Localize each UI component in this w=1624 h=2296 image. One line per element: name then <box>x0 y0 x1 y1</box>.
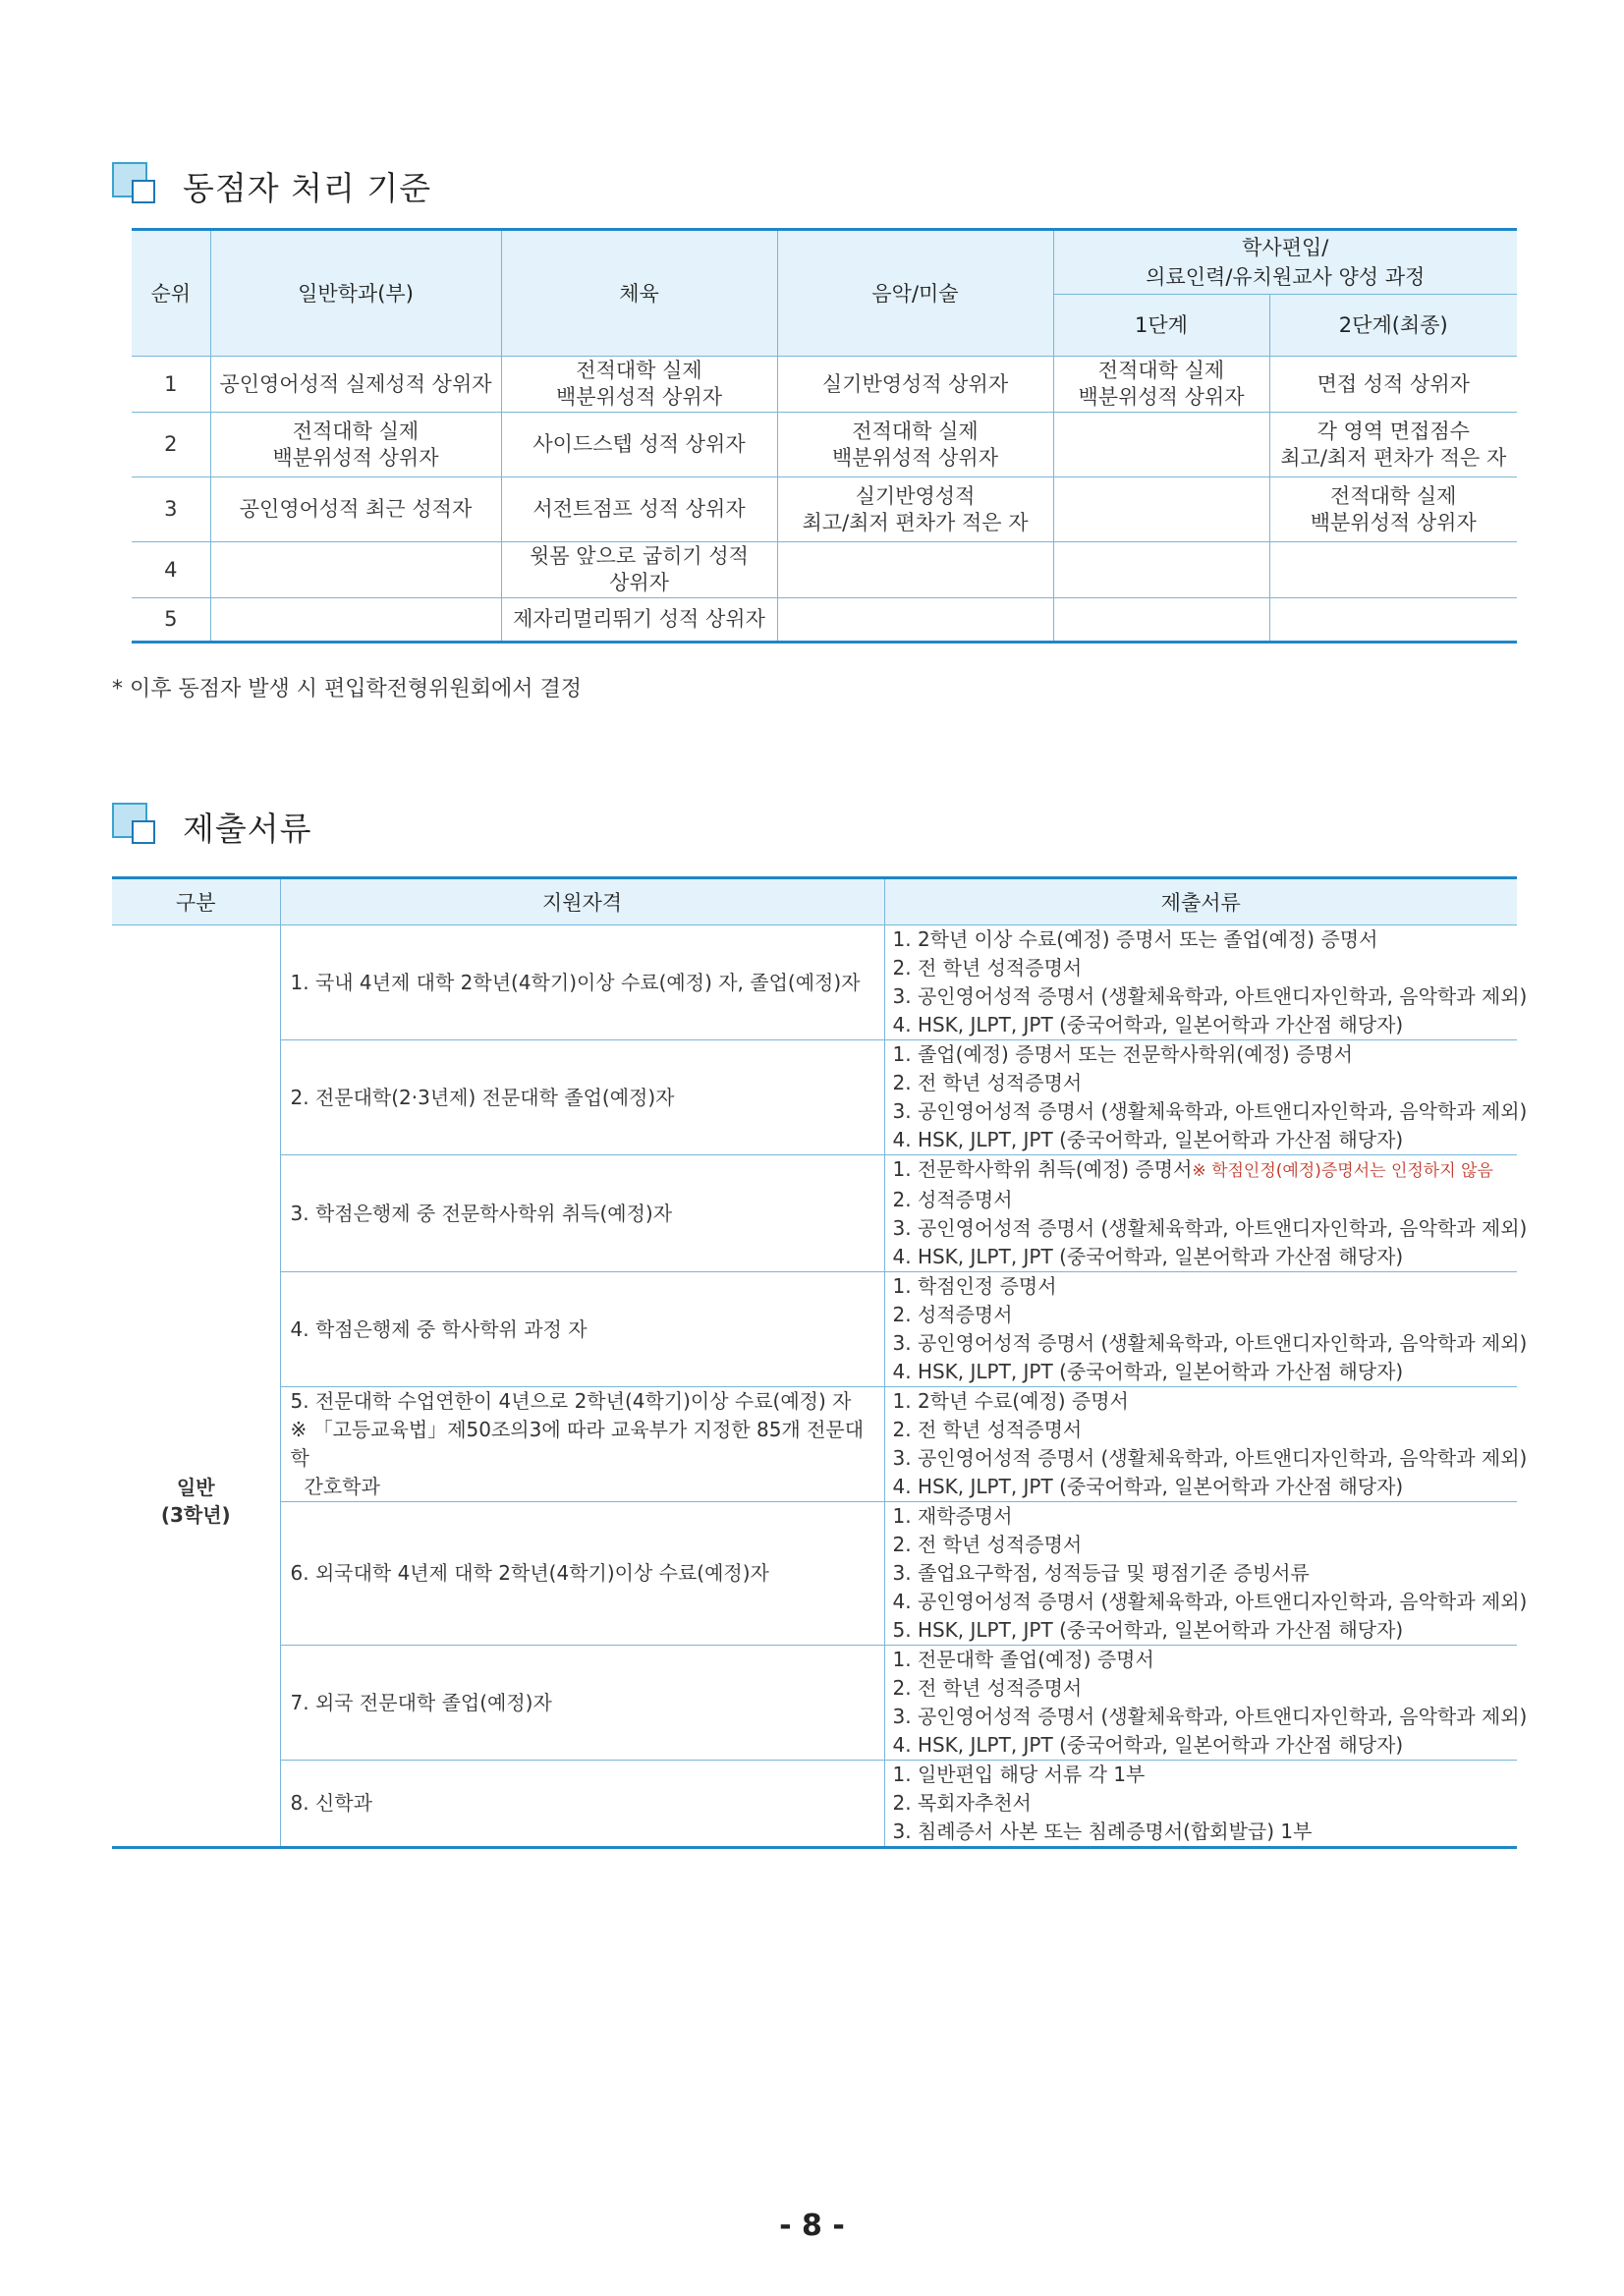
header-general: 일반학과(부) <box>210 230 501 357</box>
tie-cell-music-art <box>777 542 1053 598</box>
header-qualification: 지원자격 <box>280 878 884 925</box>
tie-cell-sports: 사이드스텝 성적 상위자 <box>501 413 777 477</box>
section-square-icon <box>112 803 161 850</box>
tie-cell-sports: 윗몸 앞으로 굽히기 성적 상위자 <box>501 542 777 598</box>
page-number: - 8 - <box>779 2209 845 2243</box>
tie-cell-general <box>210 542 501 598</box>
qualification-cell: 4. 학점은행제 중 학사학위 과정 자 <box>280 1272 884 1387</box>
tie-cell-sports: 전적대학 실제 백분위성적 상위자 <box>501 357 777 413</box>
docs-row <box>112 1040 1517 1155</box>
not-accepted-note: ※ 학점인정(예정)증명서는 인정하지 않음 <box>1192 1161 1493 1181</box>
documents-cell: 1. 졸업(예정) 증명서 또는 전문학사학위(예정) 증명서 2. 전 학년 성적증명서 3. 공인영어성적 증명서 (생활체육학과, 아트앤디자인학과, 음악학과 제외) 4. HSK, JLPT, JPT (중국어학과, 일본어학과 가산점 해당자) <box>884 1040 1517 1155</box>
docs-row <box>112 1155 1517 1272</box>
tie-cell-sports: 제자리멀리뛰기 성적 상위자 <box>501 598 777 643</box>
documents-cell: 1. 일반편입 해당 서류 각 1부 2. 목회자추천서 3. 침례증서 사본 또는 침례증명서(합회발급) 1부 <box>884 1761 1517 1848</box>
tie-cell-music-art <box>777 598 1053 643</box>
tie-cell-stage1 <box>1053 598 1269 643</box>
tie-cell-stage2: 각 영역 면접점수 최고/최저 편차가 적은 자 <box>1269 413 1517 477</box>
header-rank: 순위 <box>132 230 210 357</box>
tie-rank-cell: 1 <box>132 357 210 413</box>
tie-section-title: 동점자 처리 기준 <box>183 168 432 207</box>
docs-row <box>112 1761 1517 1848</box>
tie-rank-cell: 3 <box>132 477 210 542</box>
tie-rank-cell: 2 <box>132 413 210 477</box>
tie-rank-cell: 5 <box>132 598 210 643</box>
tie-row <box>132 413 1517 477</box>
tie-cell-stage2 <box>1269 542 1517 598</box>
required-documents-table <box>112 876 1528 1849</box>
documents-cell: 1. 전문대학 졸업(예정) 증명서 2. 전 학년 성적증명서 3. 공인영어성적 증명서 (생활체육학과, 아트앤디자인학과, 음악학과 제외) 4. HSK, JLPT, JPT (중국어학과, 일본어학과 가산점 해당자) <box>884 1646 1517 1761</box>
tie-cell-music-art: 실기반영성적 상위자 <box>777 357 1053 413</box>
qualification-cell: 8. 신학과 <box>280 1761 884 1848</box>
tie-cell-general: 전적대학 실제 백분위성적 상위자 <box>210 413 501 477</box>
tie-cell-music-art: 전적대학 실제 백분위성적 상위자 <box>777 413 1053 477</box>
tie-cell-stage1 <box>1053 477 1269 542</box>
tie-cell-stage1 <box>1053 542 1269 598</box>
docs-row <box>112 1387 1517 1502</box>
tie-section-header <box>112 161 431 210</box>
tie-cell-stage2: 면접 성적 상위자 <box>1269 357 1517 413</box>
docs-section-header <box>112 802 312 851</box>
documents-cell: 1. 재학증명서 2. 전 학년 성적증명서 3. 졸업요구학점, 성적등급 및 평점기준 증빙서류 4. 공인영어성적 증명서 (생활체육학과, 아트앤디자인학과, 음악학과 제외) 5. HSK, JLPT, JPT (중국어학과, 일본어학과 가산점 해당자) <box>884 1502 1517 1646</box>
tie-cell-general: 공인영어성적 실제성적 상위자 <box>210 357 501 413</box>
tie-footnote: * 이후 동점자 발생 시 편입학전형위원회에서 결정 <box>112 677 583 701</box>
docs-row <box>112 1272 1517 1387</box>
qualification-cell: 2. 전문대학(2·3년제) 전문대학 졸업(예정)자 <box>280 1040 884 1155</box>
qualification-cell: 5. 전문대학 수업연한이 4년으로 2학년(4학기)이상 수료(예정) 자 ※ 「고등교육법」제50조의3에 따라 교육부가 지정한 85개 전문대학 간호학과 <box>280 1387 884 1502</box>
documents-cell: 1. 2학년 이상 수료(예정) 증명서 또는 졸업(예정) 증명서 2. 전 학년 성적증명서 3. 공인영어성적 증명서 (생활체육학과, 아트앤디자인학과, 음악학과 제외) 4. HSK, JLPT, JPT (중국어학과, 일본어학과 가산점 해당자) <box>884 925 1517 1040</box>
tie-break-table <box>132 228 1517 644</box>
tie-row <box>132 357 1517 413</box>
qualification-cell: 1. 국내 4년제 대학 2학년(4학기)이상 수료(예정) 자, 졸업(예정)자 <box>280 925 884 1040</box>
header-stage2: 2단계(최종) <box>1269 295 1517 357</box>
documents-cell: 1. 학점인정 증명서 2. 성적증명서 3. 공인영어성적 증명서 (생활체육학과, 아트앤디자인학과, 음악학과 제외) 4. HSK, JLPT, JPT (중국어학과, 일본어학과 가산점 해당자) <box>884 1272 1517 1387</box>
category-cell: 일반 (3학년) <box>112 925 280 1848</box>
qualification-cell: 6. 외국대학 4년제 대학 2학년(4학기)이상 수료(예정)자 <box>280 1502 884 1646</box>
tie-row <box>132 542 1517 598</box>
tie-cell-general <box>210 598 501 643</box>
tie-cell-stage1: 전적대학 실제 백분위성적 상위자 <box>1053 357 1269 413</box>
docs-row <box>112 1502 1517 1646</box>
tie-cell-general: 공인영어성적 최근 성적자 <box>210 477 501 542</box>
section-square-icon <box>112 162 161 209</box>
header-sports: 체육 <box>501 230 777 357</box>
tie-cell-stage1 <box>1053 413 1269 477</box>
documents-cell: 1. 전문학사학위 취득(예정) 증명서※ 학점인정(예정)증명서는 인정하지 않음 2. 성적증명서 3. 공인영어성적 증명서 (생활체육학과, 아트앤디자인학과, 음악학과 제외) 4. HSK, JLPT, JPT (중국어학과, 일본어학과 가산점 해당자) <box>884 1155 1517 1272</box>
documents-cell: 1. 2학년 수료(예정) 증명서 2. 전 학년 성적증명서 3. 공인영어성적 증명서 (생활체육학과, 아트앤디자인학과, 음악학과 제외) 4. HSK, JLPT, JPT (중국어학과, 일본어학과 가산점 해당자) <box>884 1387 1517 1502</box>
docs-row <box>112 925 1517 1040</box>
header-bachelor-group: 학사편입/ 의료인력/유치원교사 양성 과정 <box>1053 230 1517 295</box>
tie-cell-sports: 서전트점프 성적 상위자 <box>501 477 777 542</box>
tie-rank-cell: 4 <box>132 542 210 598</box>
tie-cell-stage2: 전적대학 실제 백분위성적 상위자 <box>1269 477 1517 542</box>
tie-row <box>132 477 1517 542</box>
tie-cell-music-art: 실기반영성적 최고/최저 편차가 적은 자 <box>777 477 1053 542</box>
qualification-cell: 3. 학점은행제 중 전문학사학위 취득(예정)자 <box>280 1155 884 1272</box>
tie-row <box>132 598 1517 643</box>
qualification-cell: 7. 외국 전문대학 졸업(예정)자 <box>280 1646 884 1761</box>
header-music-art: 음악/미술 <box>777 230 1053 357</box>
header-documents: 제출서류 <box>884 878 1517 925</box>
tie-cell-stage2 <box>1269 598 1517 643</box>
header-category: 구분 <box>112 878 280 925</box>
docs-section-title: 제출서류 <box>183 809 312 848</box>
docs-row <box>112 1646 1517 1761</box>
header-stage1: 1단계 <box>1053 295 1269 357</box>
